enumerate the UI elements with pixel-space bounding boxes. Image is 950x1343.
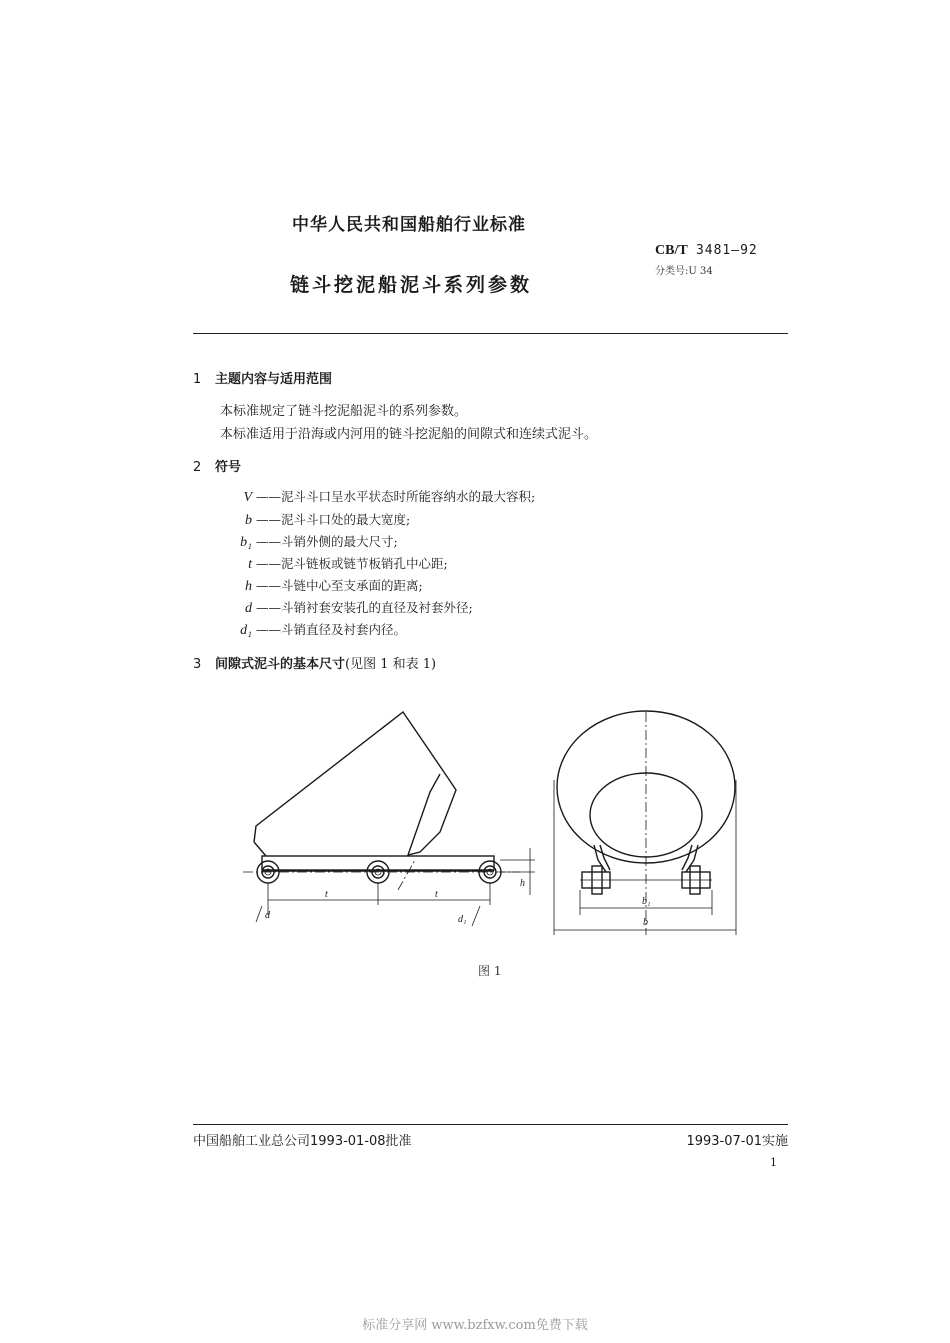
symbol: t xyxy=(248,557,252,572)
symbol-definition: ——泥斗斗口呈水平状态时所能容纳水的最大容积; xyxy=(256,489,536,504)
paragraph: 本标准适用于沿海或内河用的链斗挖泥船的间隙式和连续式泥斗。 xyxy=(220,427,598,442)
dimension-label-t: t xyxy=(325,889,328,900)
symbol-definition: ——斗销外侧的最大尺寸; xyxy=(256,534,398,549)
section-title: 主题内容与适用范围 xyxy=(215,372,333,387)
dimension-label-t: t xyxy=(435,889,438,900)
footer-divider xyxy=(193,1124,788,1125)
symbol-definition: ——斗销直径及衬套内径。 xyxy=(256,622,407,637)
symbol: V xyxy=(243,490,252,505)
paragraph: 本标准规定了链斗挖泥船泥斗的系列参数。 xyxy=(220,404,468,419)
bucket-side-view xyxy=(243,712,535,926)
implementation-date: 1993-07-01实施 xyxy=(686,1134,788,1149)
section-number: 3 xyxy=(193,657,202,672)
document-title: 链斗挖泥船泥斗系列参数 xyxy=(290,274,533,296)
standard-code-prefix: CB/T xyxy=(655,243,688,258)
symbol-definition: ——斗销衬套安装孔的直径及衬套外径; xyxy=(256,600,473,615)
watermark: 标准分享网 www.bzfxw.com免费下载 xyxy=(362,1318,588,1333)
dimension-label-d: d xyxy=(265,910,270,921)
section-subtitle: (见图 1 和表 1) xyxy=(345,657,437,672)
standard-code-number: 3481—92 xyxy=(695,243,758,258)
symbol: b xyxy=(245,513,252,528)
dimension-label-b1: b₁ xyxy=(642,896,651,907)
symbol-definition: ——泥斗链板或链节板销孔中心距; xyxy=(256,556,448,571)
approval-line: 中国船舶工业总公司1993-01-08批准 xyxy=(193,1134,412,1149)
section-number: 1 xyxy=(193,372,202,387)
symbol-definition: ——泥斗斗口处的最大宽度; xyxy=(256,512,411,527)
figure-caption: 图 1 xyxy=(478,964,502,978)
section-title: 间隙式泥斗的基本尺寸 xyxy=(215,657,346,672)
dimension-label-b: b xyxy=(643,917,648,928)
bucket-front-view xyxy=(554,711,736,935)
symbol: d₁ xyxy=(240,623,252,638)
symbol: b₁ xyxy=(240,535,252,550)
standard-title: 中华人民共和国船舶行业标准 xyxy=(292,215,526,235)
symbol-definition: ——斗链中心至支承面的距离; xyxy=(256,578,423,593)
page-number: 1 xyxy=(770,1156,777,1169)
dimension-label-d1: d₁ xyxy=(458,914,467,925)
section-number: 2 xyxy=(193,460,202,475)
classification-number: 分类号:U 34 xyxy=(655,266,713,277)
dimension-label-h: h xyxy=(520,878,525,889)
symbol: d xyxy=(245,601,252,616)
symbol: h xyxy=(245,579,252,594)
section-title: 符号 xyxy=(215,460,242,475)
